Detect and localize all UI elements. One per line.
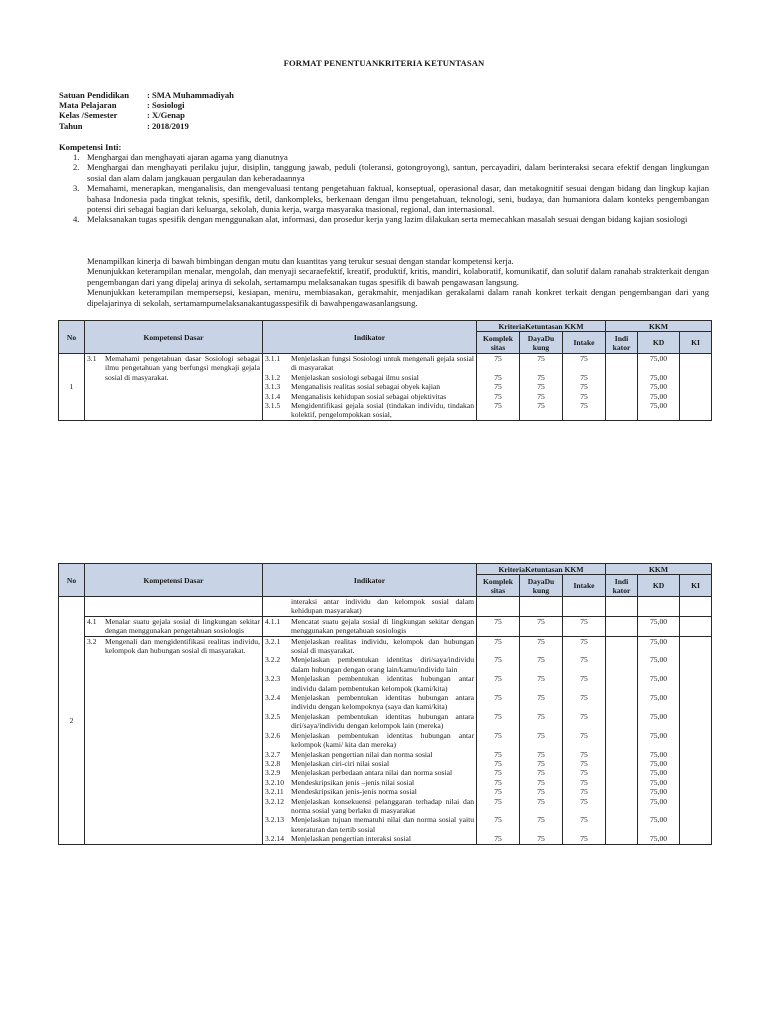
header-indikator-kkm: Indi kator bbox=[606, 332, 638, 354]
ki-kkm-cell bbox=[680, 616, 712, 636]
indikator-text: Menjelaskan perbedaan antara nilai dan norma sosial bbox=[291, 768, 453, 778]
indikator-item bbox=[265, 834, 474, 843]
kompetensi-dasar-cell bbox=[85, 597, 263, 617]
header-no: No bbox=[59, 321, 85, 354]
intake-value: 75 bbox=[580, 391, 588, 401]
header-kompleksitas: Komplek sitas bbox=[477, 332, 520, 354]
indikator-number: 3.2.3 bbox=[265, 674, 281, 684]
indikator-text: Mendeskripsikan jenis-jenis norma sosial bbox=[291, 787, 417, 797]
header-ki: KI bbox=[680, 575, 712, 597]
dayadukung-value: 75 bbox=[537, 834, 545, 844]
dayadukung-value: 75 bbox=[537, 758, 545, 768]
indikator-text: Menjelaskan pengertian interaksi sosial bbox=[291, 834, 411, 844]
indikator-number: 3.2.2 bbox=[265, 655, 281, 665]
kompleksitas-value: 75 bbox=[494, 758, 502, 768]
kd-kkm-value: 75,00 bbox=[649, 796, 668, 806]
ki-item-text: Memahami, menerapkan, menganalisis, dan mengevaluasi tentang pengetahuan faktual, konseptual, operasional dasar, dan metakognitif sesuai dengan bidang dan lingkup kajian bahasa Indonesia pada tingkat teknis, spesifik, detil, dankompleks, berkenaan dengan ilmu pengetahuan, teknologi, seni, budaya, dan humaniora dalam konteks pengembangan potensi diri sebagai bagian dari keluarga, sekolah, dunia kerja, warga masyaraka tnasional, regional, dan internasional. bbox=[87, 183, 709, 215]
indikator-text: Menjelaskan pembentukan identitas hubungan antara diri/saya/individu dengan kelompok lain (mereka) bbox=[291, 711, 474, 731]
table-row bbox=[59, 636, 712, 844]
indikator-number: 3.2.5 bbox=[265, 711, 281, 721]
indikator-item bbox=[265, 712, 474, 731]
kompetensi-dasar-cell bbox=[85, 616, 263, 636]
empty-cell bbox=[520, 597, 563, 617]
ki-item bbox=[59, 152, 709, 162]
kkm-table-1 bbox=[58, 320, 712, 421]
intake-value: 75 bbox=[580, 796, 588, 806]
kompleksitas-value: 75 bbox=[494, 711, 502, 721]
kompleksitas-value: 75 bbox=[494, 401, 502, 411]
ki-extra-paragraphs bbox=[87, 256, 709, 308]
indikator-kkm-cell bbox=[606, 636, 638, 844]
indikator-number: 3.1.4 bbox=[265, 391, 281, 401]
indikator-cell bbox=[263, 616, 477, 636]
indikator-number: 3.2.10 bbox=[265, 777, 284, 787]
indikator-number: 3.1.1 bbox=[265, 354, 281, 363]
indikator-item bbox=[265, 674, 474, 693]
intake-value: 75 bbox=[580, 636, 588, 646]
row-number: 2 bbox=[59, 597, 85, 845]
indikator-item bbox=[265, 392, 474, 401]
kd-number: 3.2 bbox=[87, 636, 97, 646]
indikator-item bbox=[265, 731, 474, 750]
intake-value: 75 bbox=[580, 372, 588, 382]
ki-list bbox=[59, 152, 709, 225]
kompleksitas-value: 75 bbox=[494, 693, 502, 703]
ki-heading: Kompetensi Inti: bbox=[59, 142, 122, 152]
identity-value: : 2018/2019 bbox=[147, 120, 189, 131]
intake-value: 75 bbox=[580, 674, 588, 684]
ki-item-text: Melaksanakan tugas spesifik dengan menggunakan alat, informasi, dan prosedur kerja yang lazim dilakukan serta memecahkan masalah sesuai dengan bidang kajian sosiologi bbox=[87, 214, 688, 225]
indikator-item bbox=[265, 354, 474, 373]
indikator-number: 3.2.12 bbox=[265, 796, 284, 806]
intake-cell bbox=[563, 636, 606, 844]
kompleksitas-value: 75 bbox=[494, 796, 502, 806]
kd-number: 4.1 bbox=[87, 616, 97, 626]
dayadukung-value: 75 bbox=[537, 693, 545, 703]
kompleksitas-value: 75 bbox=[494, 834, 502, 844]
kkm-table-2 bbox=[58, 563, 712, 845]
indikator-item bbox=[265, 617, 474, 636]
kd-text: Memahami pengetahuan dasar Sosiologi sebagai ilmu pengetahuan yang berfungsi mengkaji gejala sosial di masyarakat. bbox=[105, 354, 260, 382]
identity-label: Kelas /Semester bbox=[59, 110, 118, 121]
header-kriteria: KriteriaKetuntasan KKM bbox=[477, 564, 606, 575]
header-intake: Intake bbox=[563, 575, 606, 597]
header-kkm: KKM bbox=[606, 564, 712, 575]
intake-value: 75 bbox=[580, 616, 588, 626]
header-dayadukung: DayaDu kung bbox=[520, 332, 563, 354]
intake-value: 75 bbox=[580, 711, 588, 721]
dayadukung-value: 75 bbox=[537, 372, 545, 382]
ki-item bbox=[59, 183, 709, 214]
identity-value: : Sosiologi bbox=[147, 100, 185, 111]
dayadukung-value: 75 bbox=[537, 787, 545, 797]
kompetensi-dasar-cell bbox=[85, 354, 263, 421]
ki-item-number: 2. bbox=[73, 162, 80, 173]
header-kkm: KKM bbox=[606, 321, 712, 332]
indikator-text: Menjelaskan ciri-ciri nilai sosial bbox=[291, 758, 390, 768]
dayadukung-cell bbox=[520, 636, 563, 844]
indikator-number: 3.2.9 bbox=[265, 768, 281, 778]
indikator-text: Menjelaskan pengertian nilai dan norma sosial bbox=[291, 749, 433, 759]
kd-text: Menalar suatu gejala sosial di lingkungan sekitar dengan menggunakan pengetahuan sosiologis bbox=[105, 616, 260, 636]
indikator-text: Menjelaskan pembentukan identitas hubungan antar individu dalam pembentukan kelompok (kami/kita) bbox=[291, 674, 474, 693]
indikator-number: 3.2.7 bbox=[265, 749, 281, 759]
dayadukung-value: 75 bbox=[537, 796, 545, 806]
kompetensi-dasar-cell bbox=[85, 636, 263, 844]
ki-item-number: 4. bbox=[73, 214, 80, 225]
indikator-kkm-cell bbox=[606, 354, 638, 421]
header-indikator: Indikator bbox=[263, 321, 477, 354]
indikator-number: 3.2.13 bbox=[265, 815, 284, 825]
indikator-text: Mengidentifikasi gejala sosial (tindakan individu, tindakan kolektif, pengelompokkan sosial, bbox=[291, 401, 474, 420]
kompleksitas-cell bbox=[477, 636, 520, 844]
indikator-item bbox=[265, 373, 474, 382]
kd-kkm-cell bbox=[638, 636, 680, 844]
continuation-row bbox=[59, 597, 712, 617]
indikator-number: 3.2.6 bbox=[265, 730, 281, 740]
indikator-number: 3.2.14 bbox=[265, 834, 284, 844]
table-row bbox=[59, 354, 712, 421]
kompleksitas-value: 75 bbox=[494, 391, 502, 401]
indikator-item bbox=[265, 815, 474, 834]
indikator-text: Menjelaskan fungsi Sosiologi untuk mengenali gejala sosial di masyarakat bbox=[291, 354, 474, 373]
kompleksitas-value: 75 bbox=[494, 787, 502, 797]
intake-value: 75 bbox=[580, 768, 588, 778]
header-ki: KI bbox=[680, 332, 712, 354]
indikator-kkm-cell bbox=[606, 616, 638, 636]
indikator-item bbox=[265, 750, 474, 759]
intake-value: 75 bbox=[580, 787, 588, 797]
identity-block bbox=[59, 90, 234, 131]
kd-kkm-value: 75,00 bbox=[649, 768, 668, 778]
ki-kkm-cell bbox=[680, 354, 712, 421]
kd-kkm-value: 75,00 bbox=[649, 391, 668, 401]
identity-value: : SMA Muhammadiyah bbox=[147, 90, 234, 100]
ki-extra-paragraph: Menunjukkan keterampilan mempersepsi, kesiapan, meniru, membiasakan, gerakmahir, menjadikan gerakalami dalam ranah konkret terkait dengan pengembangan dari yang dipelajarinya di sekolah, sertamampumelaksanakantugasspesifik di bawahpengawasanlangsung. bbox=[87, 287, 709, 308]
kd-text: Mengenali dan mengidentifikasi realitas individu, kelompok dan hubungan sosial di masyarakat. bbox=[105, 636, 260, 656]
dayadukung-value: 75 bbox=[537, 655, 545, 665]
indikator-text: Mendeskripsikan jenis –jenis nilai sosial bbox=[291, 777, 415, 787]
indikator-text: Menjelaskan konsekuensi pelanggaran terhadap nilai dan norma sosial yang berlaku di masyarakat bbox=[291, 796, 474, 815]
header-kompetensi-dasar: Kompetensi Dasar bbox=[85, 564, 263, 597]
header-kd: KD bbox=[638, 332, 680, 354]
intake-value: 75 bbox=[580, 693, 588, 703]
indikator-item bbox=[265, 382, 474, 391]
kd-kkm-value: 75,00 bbox=[649, 787, 668, 797]
ki-item-text: Menghargai dan menghayati ajaran agama yang dianutnya bbox=[87, 152, 288, 162]
indikator-item bbox=[265, 768, 474, 777]
dayadukung-cell bbox=[520, 616, 563, 636]
indikator-list bbox=[265, 617, 474, 636]
kd-kkm-value: 75,00 bbox=[649, 616, 668, 626]
dayadukung-value: 75 bbox=[537, 749, 545, 759]
indikator-item bbox=[265, 693, 474, 712]
indikator-item bbox=[265, 759, 474, 768]
identity-label: Mata Pelajaran bbox=[59, 100, 117, 111]
ki-item bbox=[59, 214, 709, 224]
empty-cell bbox=[638, 597, 680, 617]
dayadukung-value: 75 bbox=[537, 730, 545, 740]
kompleksitas-cell bbox=[477, 616, 520, 636]
indikator-text: Menganalisis realitas sosial sebagai obyek kajian bbox=[291, 382, 441, 392]
identity-row bbox=[59, 121, 234, 131]
kompleksitas-value: 75 bbox=[494, 768, 502, 778]
indikator-number: 3.2.4 bbox=[265, 693, 281, 703]
dayadukung-value: 75 bbox=[537, 636, 545, 646]
empty-cell bbox=[563, 597, 606, 617]
indikator-text: Menjelaskan pembentukan identitas hubungan antara individu dengan kelompoknya (saya dan kami/kita) bbox=[291, 693, 474, 712]
indikator-number: 3.2.1 bbox=[265, 636, 281, 646]
kd-kkm-value: 75,00 bbox=[649, 401, 668, 411]
kd-kkm-value: 75,00 bbox=[649, 636, 668, 646]
row-number: 1 bbox=[59, 354, 85, 421]
identity-row bbox=[59, 100, 234, 110]
header-dayadukung: DayaDu kung bbox=[520, 575, 563, 597]
kompleksitas-value: 75 bbox=[494, 655, 502, 665]
indikator-list bbox=[265, 354, 474, 420]
kd-kkm-cell bbox=[638, 616, 680, 636]
indikator-text: Menjelaskan pembentukan identitas hubungan antar kelompok (kami/ kita dan mereka) bbox=[291, 730, 474, 750]
header-kd: KD bbox=[638, 575, 680, 597]
kd-kkm-value: 75,00 bbox=[649, 758, 668, 768]
indikator-text: Menjelaskan realitas individu, kelompok dan hubungan sosial di masyarakat. bbox=[291, 636, 474, 656]
indikator-item bbox=[265, 401, 474, 420]
kompleksitas-value: 75 bbox=[494, 354, 502, 363]
identity-value: : X/Genap bbox=[147, 110, 185, 121]
identity-row bbox=[59, 110, 234, 120]
dayadukung-value: 75 bbox=[537, 777, 545, 787]
dayadukung-cell bbox=[520, 354, 563, 421]
intake-value: 75 bbox=[580, 730, 588, 740]
ki-item-text: Menghargai dan menghayati perilaku jujur, disiplin, tanggung jawab, peduli (toleransi, gotongroyong), santun, percayadiri, dalam berinteraksi secara efektif dengan lingkungan sosial dan alam dalam jangkauan pergaulan dan keberadaannya bbox=[87, 162, 709, 183]
identity-label: Tahun bbox=[59, 120, 83, 131]
header-indikator: Indikator bbox=[263, 564, 477, 597]
dayadukung-value: 75 bbox=[537, 391, 545, 401]
intake-value: 75 bbox=[580, 354, 588, 363]
intake-value: 75 bbox=[580, 815, 588, 825]
kd-kkm-value: 75,00 bbox=[649, 693, 668, 703]
intake-value: 75 bbox=[580, 749, 588, 759]
kd-kkm-value: 75,00 bbox=[649, 382, 668, 392]
indikator-number: 4.1.1 bbox=[265, 616, 281, 626]
kompleksitas-value: 75 bbox=[494, 674, 502, 684]
dayadukung-value: 75 bbox=[537, 711, 545, 721]
kompleksitas-value: 75 bbox=[494, 616, 502, 626]
intake-cell bbox=[563, 616, 606, 636]
ki-item-number: 3. bbox=[73, 183, 80, 194]
header-indikator-kkm: Indi kator bbox=[606, 575, 638, 597]
kd-kkm-cell bbox=[638, 354, 680, 421]
table-row bbox=[59, 616, 712, 636]
empty-cell bbox=[606, 597, 638, 617]
indikator-item bbox=[265, 787, 474, 796]
kd-kkm-value: 75,00 bbox=[649, 354, 668, 363]
intake-value: 75 bbox=[580, 834, 588, 844]
indikator-text: Menjelaskan pembentukan identitas diri/saya/individu dalam hubungan dengan orang lain/kamu/individu lain bbox=[291, 655, 474, 674]
kd-kkm-value: 75,00 bbox=[649, 674, 668, 684]
identity-label: Satuan Pendidikan bbox=[59, 90, 129, 100]
indikator-item bbox=[265, 637, 474, 656]
kd-number: 3.1 bbox=[87, 354, 97, 363]
ki-kkm-cell bbox=[680, 636, 712, 844]
kompleksitas-cell bbox=[477, 354, 520, 421]
document-title: FORMAT PENENTUANKRITERIA KETUNTASAN bbox=[283, 58, 485, 68]
dayadukung-value: 75 bbox=[537, 674, 545, 684]
kompleksitas-value: 75 bbox=[494, 730, 502, 740]
ki-extra-paragraph: Menunjukkan keterampilan menalar, mengolah, dan menyaji secaraefektif, kreatif, produktif, kritis, mandiri, kolaboratif, komunikatif, dan solutif dalam ranahab strakterkait dengan pengembangan dari yang dipelaj arinya di sekolah, sertamampu melaksanakan tugas spesifik di bawah pengawasan langsung. bbox=[87, 266, 709, 287]
header-kriteria: KriteriaKetuntasan KKM bbox=[477, 321, 606, 332]
indikator-text: Menganalisis kehidupan sosial sebagai objektivitas bbox=[291, 391, 447, 401]
intake-value: 75 bbox=[580, 758, 588, 768]
kompleksitas-value: 75 bbox=[494, 372, 502, 382]
intake-value: 75 bbox=[580, 382, 588, 392]
intake-value: 75 bbox=[580, 777, 588, 787]
kompleksitas-value: 75 bbox=[494, 815, 502, 825]
kd-kkm-value: 75,00 bbox=[649, 711, 668, 721]
kompleksitas-value: 75 bbox=[494, 749, 502, 759]
kd-kkm-value: 75,00 bbox=[649, 655, 668, 665]
indikator-item bbox=[265, 797, 474, 816]
dayadukung-value: 75 bbox=[537, 382, 545, 392]
ki-item-number: 1. bbox=[73, 152, 80, 162]
kompleksitas-value: 75 bbox=[494, 636, 502, 646]
indikator-list bbox=[265, 637, 474, 844]
kompetensi-dasar bbox=[87, 354, 260, 382]
intake-value: 75 bbox=[580, 655, 588, 665]
kd-kkm-value: 75,00 bbox=[649, 749, 668, 759]
indikator-cell bbox=[263, 636, 477, 844]
empty-cell bbox=[477, 597, 520, 617]
indikator-item bbox=[265, 655, 474, 674]
header-kompleksitas: Komplek sitas bbox=[477, 575, 520, 597]
header-kompetensi-dasar: Kompetensi Dasar bbox=[85, 321, 263, 354]
kd-kkm-value: 75,00 bbox=[649, 815, 668, 825]
kompleksitas-value: 75 bbox=[494, 777, 502, 787]
ki-extra-paragraph: Menampilkan kinerja di bawah bimbingan dengan mutu dan kuantitas yang terukur sesuai dengan standar kompetensi kerja. bbox=[87, 256, 514, 266]
indikator-number: 3.1.2 bbox=[265, 372, 281, 382]
intake-cell bbox=[563, 354, 606, 421]
empty-cell bbox=[680, 597, 712, 617]
dayadukung-value: 75 bbox=[537, 401, 545, 411]
kd-kkm-value: 75,00 bbox=[649, 834, 668, 844]
header-intake: Intake bbox=[563, 332, 606, 354]
intake-value: 75 bbox=[580, 401, 588, 411]
indikator-cell bbox=[263, 597, 477, 617]
kompleksitas-value: 75 bbox=[494, 382, 502, 392]
kompetensi-dasar bbox=[87, 637, 260, 656]
dayadukung-value: 75 bbox=[537, 616, 545, 626]
indikator-cell bbox=[263, 354, 477, 421]
indikator-text: Menjelaskan tujuan mematuhi nilai dan norma sosial yaitu keteraturan dan tertib sosial bbox=[291, 815, 474, 834]
header-no: No bbox=[59, 564, 85, 597]
indikator-text: Menjelaskan sosiologi sebagai ilmu sosial bbox=[291, 372, 419, 382]
kd-kkm-value: 75,00 bbox=[649, 372, 668, 382]
indikator-item bbox=[265, 778, 474, 787]
indikator-number: 3.1.5 bbox=[265, 401, 281, 411]
kd-kkm-value: 75,00 bbox=[649, 777, 668, 787]
dayadukung-value: 75 bbox=[537, 354, 545, 363]
indikator-continuation: interaksi antar individu dan kelompok sosial dalam kehidupan masyarakat) bbox=[291, 597, 474, 616]
dayadukung-value: 75 bbox=[537, 815, 545, 825]
indikator-number: 3.2.11 bbox=[265, 787, 284, 797]
indikator-text: Mencatat suatu gejala sosial di lingkungan sekitar dengan menggunakan pengetahuan sosiologis bbox=[291, 616, 474, 636]
dayadukung-value: 75 bbox=[537, 768, 545, 778]
kompetensi-dasar bbox=[87, 617, 260, 636]
indikator-number: 3.2.8 bbox=[265, 758, 281, 768]
indikator-number: 3.1.3 bbox=[265, 382, 281, 392]
kd-kkm-value: 75,00 bbox=[649, 730, 668, 740]
ki-item bbox=[59, 162, 709, 183]
identity-row bbox=[59, 90, 234, 100]
